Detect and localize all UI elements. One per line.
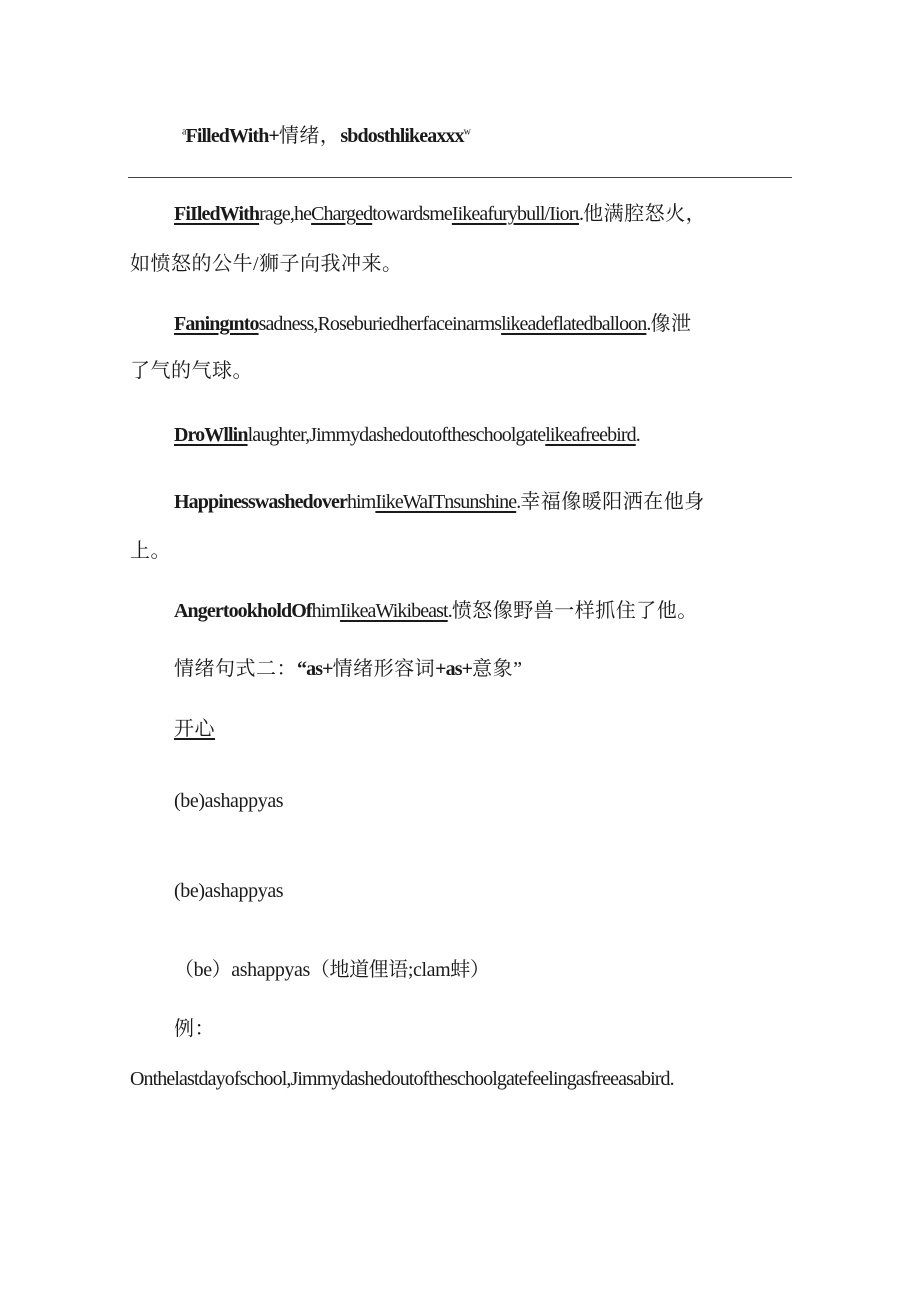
example-1-text-b: Charged	[311, 203, 373, 225]
pattern-2-heading	[174, 655, 522, 683]
example-4-simile: IikeWaITnsunshine	[375, 491, 517, 513]
example-2-text-a: sadness,Roseburiedherfaceinarms	[258, 313, 502, 335]
example-2-line-1	[174, 310, 692, 338]
header-pre-mark: a	[182, 126, 186, 138]
happy-line-2: (be)ashappyas	[174, 880, 284, 902]
example-4-chinese-1: 幸福像暖阳洒在他身	[520, 491, 705, 513]
happy-line-1: (be)ashappyas	[174, 790, 284, 812]
example-1-chinese-1: 他满腔怒火，	[583, 203, 707, 225]
pattern-2-adjective: 情绪形容词	[332, 658, 436, 680]
pattern-2-label: 情绪句式二：	[174, 658, 297, 680]
example-2-lead: Faningɪnto	[174, 313, 259, 335]
header-lead: FilledWith+	[185, 125, 279, 147]
example-1-lead: FiIledWith	[174, 203, 260, 225]
happy-heading-text: 开心	[174, 718, 215, 740]
example-1-line-2	[130, 250, 403, 278]
example-5-simile: IikeaWikibeast	[340, 600, 448, 622]
example-4-lead: Happinesswashedover	[174, 491, 347, 513]
pattern-2-image: 意象”	[472, 658, 523, 680]
example-2-line-2	[130, 357, 253, 385]
example-5-chinese-1: 愤怒像野兽一样抓住了他。	[451, 600, 698, 622]
pattern-2-plus-as: +as+	[435, 658, 473, 680]
example-2-chinese-2: 了气的气球。	[130, 360, 253, 382]
example-4-chinese-2: 上。	[130, 540, 171, 562]
example-1-text-a: rage,he	[259, 203, 312, 225]
header-chinese: 情绪，	[278, 125, 341, 147]
example-5-text-a: him	[311, 600, 341, 622]
header-tail: sbdosthlikeaxxx	[340, 125, 464, 147]
example-1-period: .	[578, 203, 584, 225]
happy-heading	[174, 715, 215, 743]
example-3-line-1	[174, 421, 640, 449]
example-4-line-2	[130, 537, 171, 565]
example-5-line-1	[174, 597, 698, 625]
example-3-lead: DroWllin	[174, 424, 248, 446]
example-label: 例：	[174, 1018, 215, 1040]
example-2-simile: likeadeflatedballoon	[501, 313, 647, 335]
example-5-lead: AngertookholdOf	[174, 600, 312, 622]
horizontal-rule	[128, 177, 792, 178]
example-4-period: .	[516, 491, 521, 513]
happy-line-3: （be）ashappyas（地道俚语;clam蚌）	[174, 959, 490, 981]
example-3-text-a: laughter,Jimmydashedoutoftheschoolgate	[247, 424, 546, 446]
example-1-line-1	[174, 200, 706, 228]
example-1-text-c: towardsme	[372, 203, 452, 225]
example-2-period: .	[646, 313, 651, 335]
example-5-period: .	[447, 600, 452, 622]
pattern-2-quote-as: “as+	[297, 658, 333, 680]
example-sentence: Onthelastdayofschool,Jimmydashedoutoftheschoolgatefeelingasfreeasabird.	[130, 1068, 674, 1090]
example-3-simile: likeafreebird	[545, 424, 636, 446]
example-3-period: .	[635, 424, 640, 446]
example-1-simile: Iikeafurybull/Iiorι	[451, 203, 579, 225]
header-post-mark: w	[463, 126, 470, 138]
header-line	[182, 122, 470, 150]
example-1-chinese-2: 如愤怒的公牛/狮子向我冲来。	[130, 253, 403, 275]
example-2-chinese-1: 像泄	[650, 313, 692, 335]
example-4-line-1	[174, 488, 705, 516]
example-4-text-a: him	[346, 491, 376, 513]
